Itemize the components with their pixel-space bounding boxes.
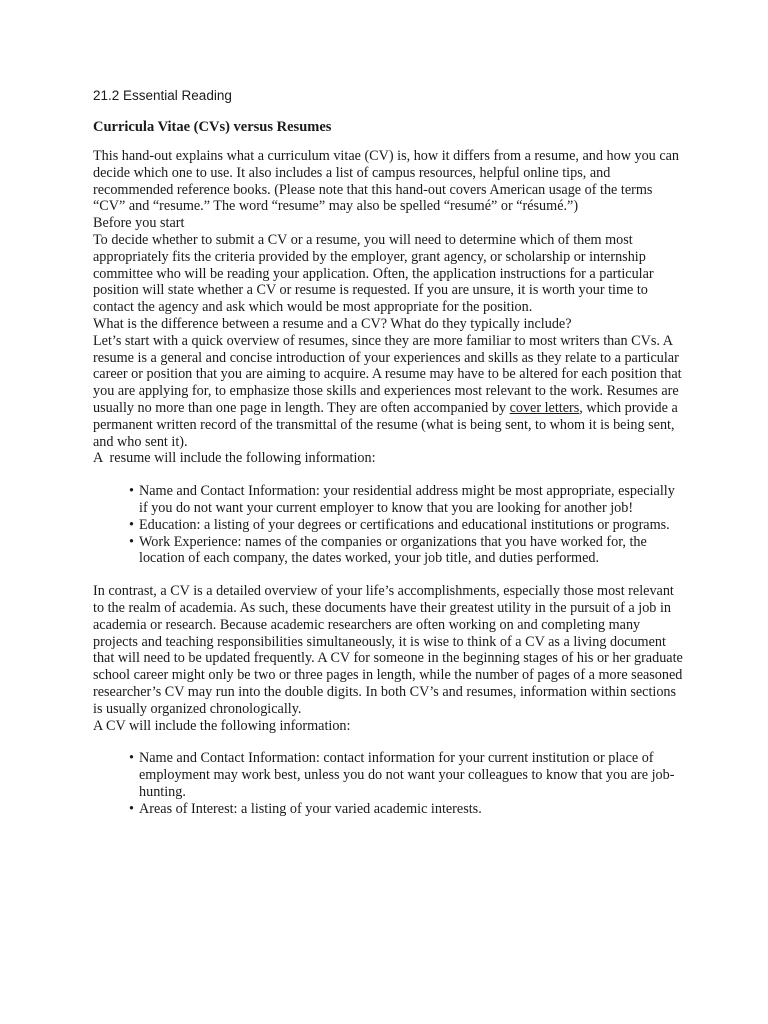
list-item — [129, 517, 683, 534]
bullet-icon: • — [129, 483, 134, 500]
difference-paragraph — [93, 333, 683, 451]
resume-list — [93, 483, 683, 567]
spacer — [93, 567, 683, 583]
list-item — [129, 750, 683, 800]
document-title: Curricula Vitae (CVs) versus Resumes — [93, 119, 332, 135]
list-item — [129, 801, 683, 818]
list-item-text: Work Experience: names of the companies or organizations that you have worked for, the location of each company, the dates worked, your job title, and duties performed. — [139, 533, 647, 567]
document-body — [93, 87, 683, 817]
before-paragraph: To decide whether to submit a CV or a resume, you will need to determine which of them most appropriately fits the criteria provided by the employer, grant agency, or scholarship or internship committee who will be reading your application. Often, the application instructions for a particular position will state whether a CV or resume is requested. If you are unsure, it is worth your time to contact the agency and ask which would be most appropriate for the position. — [93, 231, 654, 316]
list-item — [129, 483, 683, 517]
list-item-text: Name and Contact Information: your residential address might be most appropriate, especially if you do not want your current employer to know that you are looking for another job! — [139, 483, 675, 516]
contrast-paragraph: In contrast, a CV is a detailed overview of your life’s accomplishments, especially those most relevant to the realm of academia. As such, these documents have their greatest utility in the pursuit of a job in academia or research. Because academic researchers are often working on and completing many projects and teaching responsibilities simultaneously, it is wise to think of a CV as a living document that will need to be updated frequently. A CV for someone in the beginning stages of his or her graduate school career might only be two or three pages in length, while the number of pages of a more seasoned researcher’s CV may run into the double digits. In both CV’s and resumes, information within sections is usually organized chronologically. — [93, 583, 683, 717]
difference-text-2: , which provide a permanent written record of the transmittal of the resume (what is being sent, to whom it is being sent, and who sent it). — [93, 399, 678, 450]
cv-list — [93, 750, 683, 817]
spacer — [93, 467, 683, 483]
list-item-text: Name and Contact Information: contact information for your current institution or place of employment may work best, unless you do not want your colleagues to know that you are job-hunting. — [139, 750, 675, 800]
section-heading: 21.2 Essential Reading — [93, 88, 232, 103]
list-item — [129, 534, 683, 568]
bullet-icon: • — [129, 800, 134, 817]
cover-letters-link[interactable]: cover letters — [509, 399, 580, 416]
bullet-icon: • — [129, 516, 134, 533]
difference-text-1: Let’s start with a quick overview of resumes, since they are more familiar to most writers than CVs. A resume is a general and concise introduction of your experiences and skills as they relate to a particular career or position that you are aiming to acquire. A resume may have to be altered for each position that you are applying for, to emphasize those skills and experiences most relevant to the work. Resumes are usually no more than one page in length. They are often accompanied by — [93, 332, 682, 416]
list-item-text: Education: a listing of your degrees or certifications and educational institutions or programs. — [139, 516, 670, 533]
difference-heading: What is the difference between a resume and a CV? What do they typically include? — [93, 315, 572, 332]
intro-paragraph: This hand-out explains what a curriculum vitae (CV) is, how it differs from a resume, and how you can decide which one to use. It also includes a list of campus resources, helpful online tips, and recommended reference books. (Please note that this hand-out covers American usage of the terms “CV” and “resume.” The word “resume” may also be spelled “resumé” or “résumé.”) — [93, 148, 680, 215]
list-item-text: Areas of Interest: a listing of your varied academic interests. — [139, 800, 482, 817]
spacer — [93, 734, 683, 750]
resume-lead: A resume will include the following information: — [93, 450, 376, 467]
bullet-icon: • — [129, 750, 134, 767]
cv-lead: A CV will include the following information: — [93, 717, 351, 734]
bullet-icon: • — [129, 533, 134, 550]
before-heading: Before you start — [93, 215, 185, 232]
